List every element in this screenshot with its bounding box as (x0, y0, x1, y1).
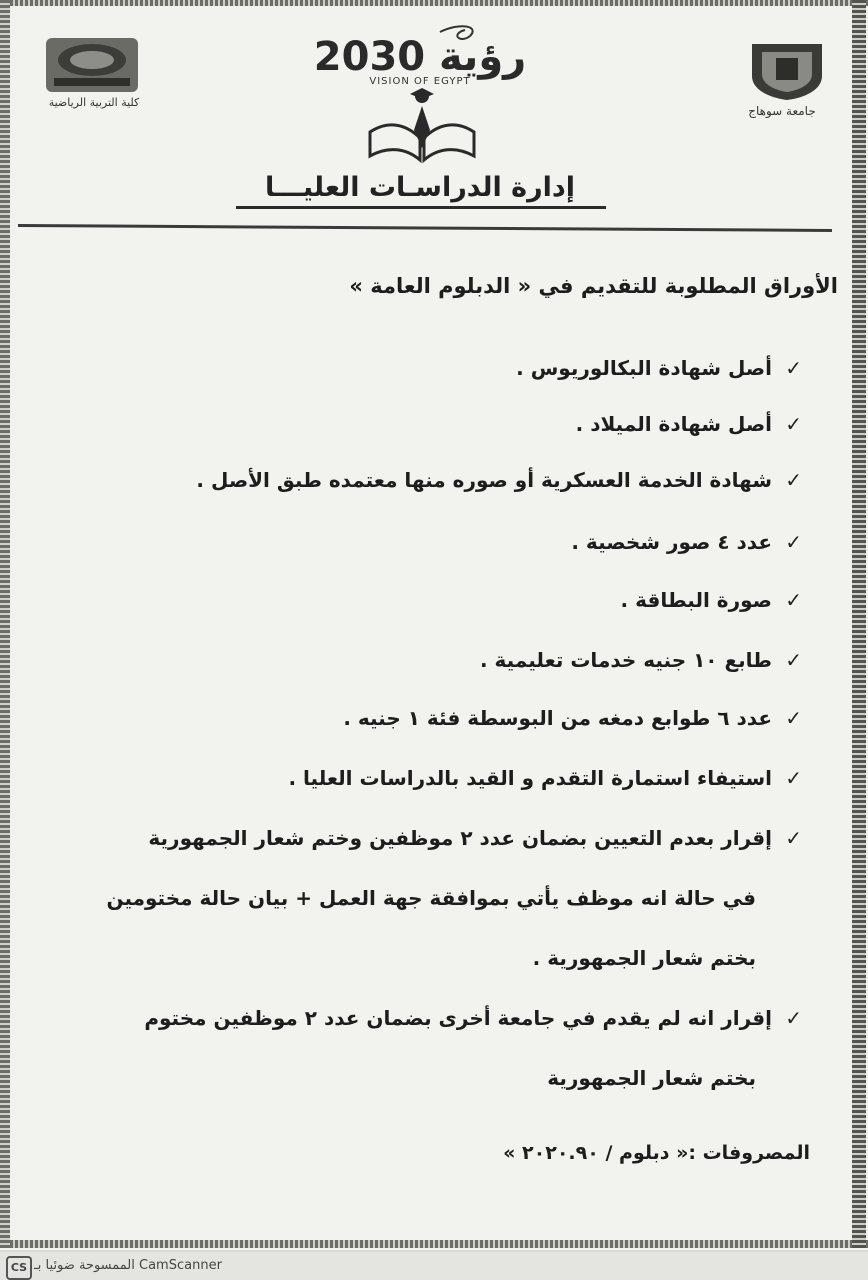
title-underline (236, 206, 606, 209)
check-icon: ✓ (785, 412, 802, 436)
check-icon: ✓ (785, 588, 802, 612)
list-item (32, 648, 802, 672)
list-item-continuation: في حالة انه موظف يأتي بموافقة جهة العمل + بيان حالة مختومين (106, 886, 756, 910)
page-border-left (0, 0, 10, 1248)
faculty-name: كلية التربية الرياضية (48, 96, 140, 109)
check-icon: ✓ (785, 766, 802, 790)
vision-subtitle: VISION OF EGYPT (369, 76, 471, 87)
list-item-text: عدد ٤ صور شخصية . (571, 530, 772, 554)
page-border-bottom (0, 1240, 868, 1248)
list-item (32, 530, 802, 554)
list-item (32, 588, 802, 612)
list-item-text: إقرار بعدم التعيين بضمان عدد ٢ موظفين وختم شعار الجمهورية (148, 826, 772, 850)
list-item-text: صورة البطاقة . (620, 588, 772, 612)
list-item (32, 468, 802, 492)
scanner-watermark-text: CamScanner الممسوحة ضوئيا بـ (34, 1258, 222, 1273)
vision-logo-number: رؤية 2030 (313, 34, 527, 80)
list-item (32, 826, 802, 850)
check-icon: ✓ (785, 826, 802, 850)
page-border-right (852, 0, 866, 1248)
list-item-text: شهادة الخدمة العسكرية أو صوره منها معتمده طبق الأصل . (196, 468, 772, 492)
university-name: جامعة سوهاج (748, 104, 816, 118)
list-item (32, 412, 802, 436)
check-icon: ✓ (785, 468, 802, 492)
fees-line: المصروفات :« دبلوم / ٢٠٢٠.٩٠ » (503, 1142, 810, 1164)
list-item-continuation: بختم شعار الجمهورية (547, 1066, 756, 1090)
check-icon: ✓ (785, 530, 802, 554)
book-pen-icon (366, 86, 478, 166)
camscanner-badge: CS (6, 1256, 32, 1280)
list-item-continuation: بختم شعار الجمهورية . (532, 946, 756, 970)
list-item-text: عدد ٦ طوابع دمغه من البوسطة فئة ١ جنيه . (343, 706, 772, 730)
university-logo-icon (744, 40, 830, 102)
list-item (32, 356, 802, 380)
department-title: إدارة الدراسـات العليـــا (265, 172, 575, 203)
list-item-text: أصل شهادة الميلاد . (575, 412, 772, 436)
faculty-logo-icon (44, 36, 140, 94)
page-border-top (0, 0, 868, 6)
requirements-heading: الأوراق المطلوبة للتقديم في « الدبلوم العامة » (349, 274, 838, 298)
list-item-text: إقرار انه لم يقدم في جامعة أخرى بضمان عدد ٢ موظفين مختوم (144, 1006, 772, 1030)
check-icon: ✓ (785, 356, 802, 380)
list-item (32, 706, 802, 730)
list-item (32, 766, 802, 790)
list-item-text: استيفاء استمارة التقدم و القيد بالدراسات العليا . (288, 766, 772, 790)
check-icon: ✓ (785, 706, 802, 730)
list-item-text: أصل شهادة البكالوريوس . (516, 356, 772, 380)
list-item (32, 1006, 802, 1030)
check-icon: ✓ (785, 1006, 802, 1030)
list-item-text: طابع ١٠ جنيه خدمات تعليمية . (479, 648, 772, 672)
check-icon: ✓ (785, 648, 802, 672)
